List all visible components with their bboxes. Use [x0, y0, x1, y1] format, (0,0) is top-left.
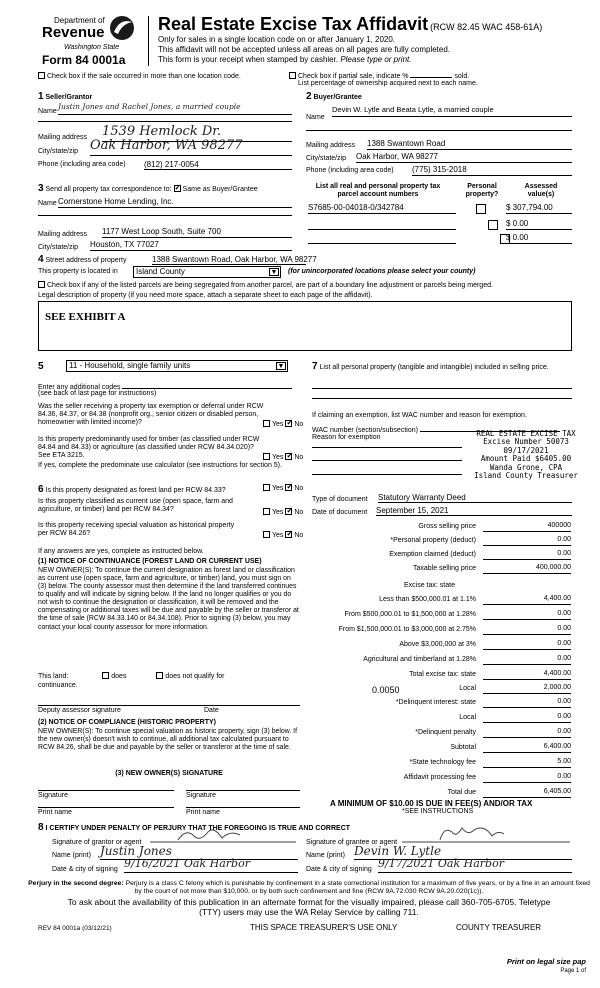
grantee-date-label: Date & city of signing — [306, 866, 372, 873]
new-owner-sig-line-2 — [186, 790, 300, 791]
section3-mailing[interactable]: 1177 West Loop South, Suite 700 — [102, 227, 292, 238]
doc-date-label: Date of document — [312, 509, 368, 516]
header-divider — [148, 16, 149, 66]
state-technology-fee[interactable]: 5.00 — [483, 758, 571, 768]
notice2-text: NEW OWNER(S): To continue special valuation as historic property, sign (3) below. If the new owner(s) doesn't wish to continue, all additional tax calculated pursuant to RCW 84.26, shall be due and payable by the seller or transferor at the time of sale. — [38, 728, 298, 752]
yes-label: Yes — [272, 509, 284, 516]
county-note: (for unincorporated locations please select your county) — [288, 268, 476, 275]
gross-selling-price-row — [305, 523, 571, 533]
doc-date[interactable]: September 15, 2021 — [376, 506, 572, 516]
grantee-name[interactable]: Devin W. Lytle — [354, 845, 572, 860]
exemption-claimed-row — [305, 551, 571, 561]
s6-q3-yes-checkbox[interactable] — [263, 531, 270, 538]
revenue-label: Revenue — [42, 24, 105, 41]
grantor-date-label: Date & city of signing — [52, 866, 118, 873]
seller-phone[interactable]: (812) 217-0054 — [144, 160, 292, 170]
county-value: Island County — [136, 267, 185, 276]
seller-num: 1 — [38, 91, 44, 102]
notice3-heading: (3) NEW OWNER(S) SIGNATURE — [115, 770, 223, 777]
s5-q1-yes-checkbox[interactable] — [263, 420, 270, 427]
print-legal: Print on legal size pap — [506, 957, 586, 966]
tax-tier-3-row — [305, 626, 571, 636]
codes-note: (see back of last page for instructions) — [38, 390, 157, 397]
exempt-label: If claiming an exemption, list WAC number and reason for exemption. — [312, 412, 527, 419]
doc-type-label: Type of document — [312, 496, 368, 503]
revenue-logo — [38, 13, 146, 68]
certify-text: I CERTIFY UNDER PENALTY OF PERJURY THAT THE FOREGOING IS TRUE AND CORRECT — [45, 825, 351, 832]
subtotal-label: Subtotal — [450, 744, 476, 751]
delinquent-penalty-row — [305, 729, 571, 739]
section8-num: 8 — [38, 822, 44, 833]
buyer-mailing-label: Mailing address — [306, 142, 356, 149]
does-not-checkbox[interactable] — [156, 672, 163, 679]
delinquent-interest-state[interactable]: 0.00 — [483, 698, 571, 708]
delinquent-penalty[interactable]: 0.00 — [483, 728, 571, 738]
buyer-mailing[interactable]: 1388 Swantown Road — [367, 139, 572, 150]
header-line3-italic: Please type or print. — [340, 55, 412, 64]
tax-tier-2-label: From $500,000.01 to $1,500,000 at 1.28% — [344, 611, 476, 618]
stamp-line2: Excise Number 50073 — [483, 437, 569, 447]
new-owner-sig-1: Signature — [38, 792, 68, 799]
seller-name[interactable]: Justin Jones and Rachel Jones, a married couple — [58, 103, 292, 115]
no-label: No — [294, 532, 304, 539]
s6-q2-answer — [263, 508, 303, 517]
s5-q2-no-checkbox[interactable] — [285, 453, 292, 460]
yes-label: Yes — [272, 532, 284, 539]
page-number: Page 1 of — [560, 968, 586, 974]
grantor-name-label: Name (print) — [52, 852, 91, 859]
wac-label: WAC number (section/subsection) — [312, 427, 418, 434]
total-due-row — [305, 789, 571, 799]
seller-heading-text: Seller/Grantor — [45, 94, 93, 101]
new-owner-print-2: Print name — [186, 809, 220, 816]
segregated-checkbox[interactable] — [38, 281, 45, 288]
parcel-number[interactable] — [308, 233, 456, 244]
tax-agricultural[interactable]: 0.00 — [483, 655, 571, 665]
see-instructions: *SEE INSTRUCTIONS — [402, 808, 474, 815]
assessed-value[interactable]: $ 307,794.00 — [506, 203, 572, 214]
dept-label: Department of — [54, 16, 105, 25]
same-as-buyer-label: Same as Buyer/Grantee — [182, 186, 258, 193]
section3-city-label: City/state/zip — [38, 244, 79, 251]
s5-q1: Was the seller receiving a property tax exemption or deferral under RCW 84.36, 84.37, or 84.38 (nonprofit org., senior citizen or disabled person, homeowner with limited income)? — [38, 403, 264, 427]
stamp-line4: Amount Paid $6405.00 — [480, 454, 572, 464]
personal-property-deduct[interactable]: 0.00 — [483, 536, 571, 546]
header-line2: This affidavit will not be accepted unless all areas on all pages are fully completed. — [158, 45, 451, 54]
state-technology-fee-label: *State technology fee — [409, 759, 476, 766]
excise-local-label: Local — [459, 685, 476, 692]
form-number: Form 84 0001a — [42, 53, 126, 67]
delinquent-interest-local-row — [305, 714, 571, 724]
affidavit-processing-fee-row — [305, 774, 571, 784]
section3-num: 3 — [38, 183, 44, 194]
chevron-down-icon[interactable]: ▼ — [277, 363, 285, 370]
s6-q1: Is this property designated as forest land per RCW 84.33? — [45, 487, 226, 494]
new-owner-sig-line-1 — [38, 790, 174, 791]
tax-tier-3[interactable]: 0.00 — [483, 625, 571, 635]
s6-q3-no-checkbox[interactable] — [285, 531, 292, 538]
seller-line-2 — [38, 121, 292, 122]
section5-num: 5 — [38, 361, 44, 372]
yes-label: Yes — [272, 485, 284, 492]
county-treasurer: COUNTY TREASURER — [456, 923, 542, 932]
total-due-label: Total due — [447, 789, 476, 796]
codes-label-text: Enter any additional codes — [38, 384, 121, 391]
s6-q1-wrap — [38, 484, 226, 496]
subtotal[interactable]: 6,400.00 — [483, 743, 571, 753]
state-label: Washington State — [64, 44, 120, 51]
grantor-name[interactable]: Justin Jones — [100, 845, 298, 860]
does-label: does — [111, 673, 127, 680]
buyer-phone[interactable]: (775) 315-2018 — [412, 165, 572, 176]
section4-street — [38, 254, 126, 266]
located-label: This property is located in — [38, 268, 118, 275]
continuance-label: continuance. — [38, 682, 78, 689]
same-as-buyer-checkbox[interactable] — [174, 185, 181, 192]
parcels-header — [306, 183, 450, 199]
assessed-h2: value(s) — [527, 191, 555, 199]
total-due[interactable]: 6,405.00 — [483, 788, 571, 798]
grantee-sig-label: Signature of grantee or agent — [306, 839, 398, 846]
doc-type[interactable]: Statutory Warranty Deed — [378, 493, 572, 503]
total-excise-state[interactable]: 4,400.00 — [483, 670, 571, 680]
buyer-name-label: Name — [306, 114, 325, 121]
grantor-signature[interactable] — [148, 826, 298, 846]
assessed-h1: Assessed — [524, 183, 558, 190]
chevron-down-icon[interactable]: ▼ — [270, 269, 278, 276]
title-rcw: (RCW 82.45 WAC 458-61A) — [430, 22, 543, 32]
s6-q2-yes-checkbox[interactable] — [263, 508, 270, 515]
excise-stamp — [470, 430, 582, 480]
assessed-value[interactable]: $ 0.00 — [506, 219, 572, 230]
section3-name-label: Name — [38, 200, 57, 207]
seller-heading — [38, 91, 92, 103]
delinquent-penalty-label: *Delinquent penalty — [415, 729, 476, 736]
excise-state-label: Excise tax: state — [404, 582, 455, 589]
tax-tier-4[interactable]: 0.00 — [483, 640, 571, 650]
delinquent-interest-state-label: *Delinquent interest: state — [395, 699, 476, 706]
perjury-note — [28, 880, 590, 896]
reason-line-2 — [312, 460, 462, 461]
yes-label: Yes — [272, 421, 284, 428]
no-label: No — [294, 421, 304, 428]
reason-line-3 — [312, 474, 462, 475]
personal-prop-line-2 — [312, 398, 572, 399]
buyer-name[interactable]: Devin W. Lytle and Beata Lytle, a married couple — [332, 106, 572, 117]
codes-field[interactable] — [122, 381, 292, 389]
taxable-selling-price-row — [305, 565, 571, 575]
section6-num: 6 — [38, 484, 44, 495]
s6-q3: Is this property receiving special valuation as historical property per RCW 84.26? — [38, 522, 235, 538]
header-line3-text: This form is your receipt when stamped by cashier. — [158, 55, 339, 64]
personal-property-checkbox[interactable] — [488, 220, 498, 230]
total-excise-state-row — [305, 671, 571, 681]
tax-tier-4-label: Above $3,000,000 at 3% — [399, 641, 476, 648]
exemption-claimed[interactable]: 0.00 — [483, 550, 571, 560]
buyer-heading — [306, 91, 362, 103]
s6-q1-no-checkbox[interactable] — [285, 484, 292, 491]
personal-property-deduct-label: *Personal property (deduct) — [390, 537, 476, 544]
section4-num: 4 — [38, 254, 44, 265]
new-owner-print-line-2 — [186, 807, 300, 808]
tax-agricultural-row — [305, 656, 571, 666]
personal-property-deduct-row — [305, 537, 571, 547]
section7-num: 7 — [312, 361, 318, 372]
no-label: No — [294, 454, 304, 461]
personal-h2: property? — [465, 191, 499, 199]
grantee-signature[interactable] — [400, 824, 572, 846]
delinquent-interest-local-label: Local — [459, 714, 476, 721]
new-owner-print-line-1 — [38, 807, 174, 808]
buyer-city[interactable]: Oak Harbor, WA 98277 — [356, 152, 572, 163]
section7-text — [312, 361, 572, 373]
does-not-label: does not qualify for — [165, 673, 225, 680]
header-line1: Only for sales in a single location code on or after January 1, 2020. — [158, 35, 396, 44]
excise-local-row — [305, 685, 571, 695]
exemption-claimed-label: Exemption claimed (deduct) — [389, 551, 476, 558]
parcel-number[interactable] — [308, 219, 456, 230]
section3-heading — [38, 183, 258, 195]
taxable-selling-price-label: Taxable selling price — [412, 565, 476, 572]
buyer-heading-text: Buyer/Grantee — [313, 94, 362, 101]
list-pct-note: List percentage of ownership acquired next to each name. — [298, 80, 478, 87]
revenue-swoosh-icon — [108, 14, 136, 42]
section3-mailing-label: Mailing address — [38, 231, 88, 238]
affidavit-processing-fee-label: Affidavit processing fee — [403, 774, 476, 781]
personal-h1: Personal — [467, 183, 497, 190]
seller-city-label: City/state/zip — [38, 148, 79, 155]
parcels-h2: parcel account numbers — [337, 191, 419, 199]
use-code-select[interactable] — [66, 360, 288, 372]
s6-q1-answer — [263, 484, 303, 493]
stamp-line1: REAL ESTATE EXCISE TAX — [476, 429, 576, 438]
seller-mailing[interactable]: 1539 Hemlock Dr. — [102, 125, 292, 142]
legal-description-box[interactable] — [38, 301, 572, 351]
section3-line-2 — [38, 215, 292, 216]
partial-sale-label: Check box if partial sale, indicate % — [298, 73, 409, 80]
personal-header — [462, 183, 502, 199]
reason-label: Reason for exemption — [312, 434, 381, 441]
tax-tier-1-row — [305, 596, 571, 606]
grantor-sig-label: Signature of grantor or agent — [52, 839, 142, 846]
assessed-header — [510, 183, 572, 199]
delinquent-interest-state-row — [305, 699, 571, 709]
s5-q2b: If yes, complete the predominate use calculator (see instructions for section 5). — [38, 462, 282, 469]
property-street[interactable]: 1388 Swantown Road, Oak Harbor, WA 98277 — [152, 255, 317, 264]
multi-location-checkbox[interactable] — [38, 72, 45, 79]
alt-format-1: To ask about the availability of this publication in an alternate format for the visually impaired, please call 360-705-6705. Teletype — [67, 897, 551, 907]
total-excise-state-label: Total excise tax: state — [409, 671, 476, 678]
this-land-row — [38, 672, 225, 681]
s6-q2-no-checkbox[interactable] — [285, 508, 292, 515]
s6-if-yes: If any answers are yes, complete as instructed below. — [38, 548, 204, 555]
tax-tier-3-label: From $1,500,000.01 to $3,000,000 at 2.75% — [338, 626, 476, 633]
s5-q1-answer — [263, 420, 303, 429]
s6-q1-yes-checkbox[interactable] — [263, 484, 270, 491]
sold-label: sold. — [454, 73, 470, 80]
notice2-heading: (2) NOTICE OF COMPLIANCE (HISTORIC PROPERTY) — [38, 719, 216, 726]
s5-q2-yes-checkbox[interactable] — [263, 453, 270, 460]
s6-q2: Is this property classified as current use (open space, farm and agriculture, or timber) land per RCW 84.34? — [38, 498, 233, 514]
personal-property-checkbox[interactable] — [476, 204, 486, 214]
tax-tier-4-row — [305, 641, 571, 651]
rev-number: REV 84 0001a (03/12/21) — [38, 925, 112, 932]
segregated-check[interactable] — [38, 281, 493, 290]
buyer-num: 2 — [306, 91, 312, 102]
section3-text: Send all property tax correspondence to: — [45, 186, 172, 193]
no-label: No — [294, 485, 304, 492]
use-code-value: 11 - Household, single family units — [69, 361, 191, 370]
buyer-line-2 — [306, 130, 572, 131]
perjury-text: Perjury is a class C felony which is punishable by confinement in a state correctional institution for a maximum of five years, or by a fine in an amount fixed by the court of not more than $10,000, or by both such confinement and fine (RCW 9A.72.030 RCW 9A.20.020(1c)). — [125, 880, 590, 895]
delinquent-interest-local[interactable]: 0.00 — [483, 713, 571, 723]
seller-phone-label: Phone (including area code) — [38, 161, 126, 168]
gross-selling-price[interactable]: 400000 — [483, 522, 571, 532]
grantee-name-label: Name (print) — [306, 852, 345, 859]
notice1-text: NEW OWNER(S): To continue the current designation as forest land or classification as current use (open space, farm and agriculture, or timber) land, you must sign on (3) below. The county assessor must then determine if the land transferred continues to qualify and will indicate by signing below. If the land no longer qualifies or you do not wish to continue the designation or classification, it will be removed and the compensating or additional taxes will be due and payable by the seller or transferor at the time of sale (RCW 84.33.140 or 84.34.108). Prior to signing (3) below, you may contact your local county assessor for more information. — [38, 567, 299, 631]
notice1-heading: (1) NOTICE OF CONTINUANCE (FOREST LAND OR CURRENT USE) — [38, 558, 262, 565]
s5-q2: Is this property predominantly used for timber (as classified under RCW 84.84 and 84.33) or agriculture (as classified under RCW 84.34.020)? See ETA 3215. — [38, 436, 260, 460]
tax-tier-1-label: Less than $500,000.01 at 1.1% — [379, 596, 476, 603]
buyer-city-label: City/state/zip — [306, 155, 347, 162]
segregated-label: Check box if any of the listed parcels are being segregated from another parcel, are part of a boundary line adjustment or parcels being merged. — [47, 282, 493, 289]
legal-description: SEE EXHIBIT A — [45, 311, 126, 323]
grantor-date[interactable]: 9/16/2021 Oak Harbor — [124, 858, 298, 873]
stamp-line3: 09/17/2021 — [503, 445, 549, 455]
tax-agricultural-label: Agricultural and timberland at 1.28% — [363, 656, 476, 663]
multi-location-label: Check box if the sale occurred in more than one location code. — [47, 73, 241, 80]
s6-q3-answer — [263, 531, 303, 540]
s5-q2-answer — [263, 453, 303, 462]
street-label: Street address of property — [45, 257, 127, 264]
no-label: No — [294, 509, 304, 516]
seller-mailing-label: Mailing address — [38, 134, 88, 141]
minimum-note: A MINIMUM OF $10.00 IS DUE IN FEE(S) AND/OR TAX — [330, 799, 533, 808]
partial-sale-checkbox[interactable] — [289, 72, 296, 79]
deputy-date-label: Date — [204, 707, 219, 714]
county-select[interactable] — [133, 266, 281, 278]
header-line3 — [158, 55, 411, 64]
this-land-label: This land: — [38, 673, 69, 680]
gross-selling-price-label: Gross selling price — [418, 523, 476, 530]
stamp-line5: Wanda Grone, CPA — [489, 462, 563, 472]
buyer-phone-label: Phone (including area code) — [306, 167, 394, 174]
perjury-bold: Perjury in the second degree: — [28, 880, 124, 887]
state-technology-fee-row — [305, 759, 571, 769]
legal-label: Legal description of property (if you need more space, attach a separate sheet to each page of the affidavit). — [38, 292, 373, 299]
alt-format-2: (TTY) users may use the WA Relay Service by calling 711. — [199, 907, 419, 917]
section3-city[interactable]: Houston, TX 77027 — [90, 240, 292, 251]
personal-prop-line-1 — [312, 388, 572, 389]
subtotal-row — [305, 744, 571, 754]
yes-label: Yes — [272, 454, 284, 461]
assessed-value[interactable]: $ 0.00 — [506, 233, 572, 244]
affidavit-processing-fee[interactable]: 0.00 — [483, 773, 571, 783]
section3-name[interactable]: Cornerstone Home Lending, Inc. — [58, 197, 292, 208]
parcel-number[interactable]: S7685-00-04018-0/342784 — [308, 203, 456, 214]
stamp-line6: Island County Treasurer — [474, 470, 578, 480]
deputy-label: Deputy assessor signature — [38, 707, 121, 714]
taxable-selling-price[interactable]: 400,000.00 — [483, 564, 571, 574]
tax-tier-1[interactable]: 4,400.00 — [483, 595, 571, 605]
partial-pct-field[interactable] — [410, 70, 452, 78]
grantee-date[interactable]: 9/17/2021 Oak Harbor — [378, 858, 572, 873]
new-owner-print-1: Print name — [38, 809, 72, 816]
reason-line-1 — [312, 447, 462, 448]
page-title — [158, 14, 542, 35]
multi-location-check[interactable] — [38, 72, 241, 81]
deputy-sig-line — [38, 705, 300, 706]
parcels-h1: List all real and personal property tax — [315, 183, 441, 190]
excise-local[interactable]: 2,000.00 — [483, 684, 571, 694]
tax-tier-2-row — [305, 611, 571, 621]
does-checkbox[interactable] — [102, 672, 109, 679]
local-rate: 0.0050 — [372, 685, 400, 695]
seller-name-label: Name — [38, 108, 57, 115]
s5-q1-no-checkbox[interactable] — [285, 420, 292, 427]
section7-body: List all personal property (tangible and intangible) included in selling price. — [319, 364, 549, 371]
title-text: Real Estate Excise Tax Affidavit — [158, 14, 429, 34]
treasurer-space: THIS SPACE TREASURER'S USE ONLY — [250, 923, 398, 932]
seller-city[interactable]: Oak Harbor, WA 98277 — [90, 139, 292, 156]
tax-tier-2[interactable]: 0.00 — [483, 610, 571, 620]
new-owner-sig-2: Signature — [186, 792, 216, 799]
